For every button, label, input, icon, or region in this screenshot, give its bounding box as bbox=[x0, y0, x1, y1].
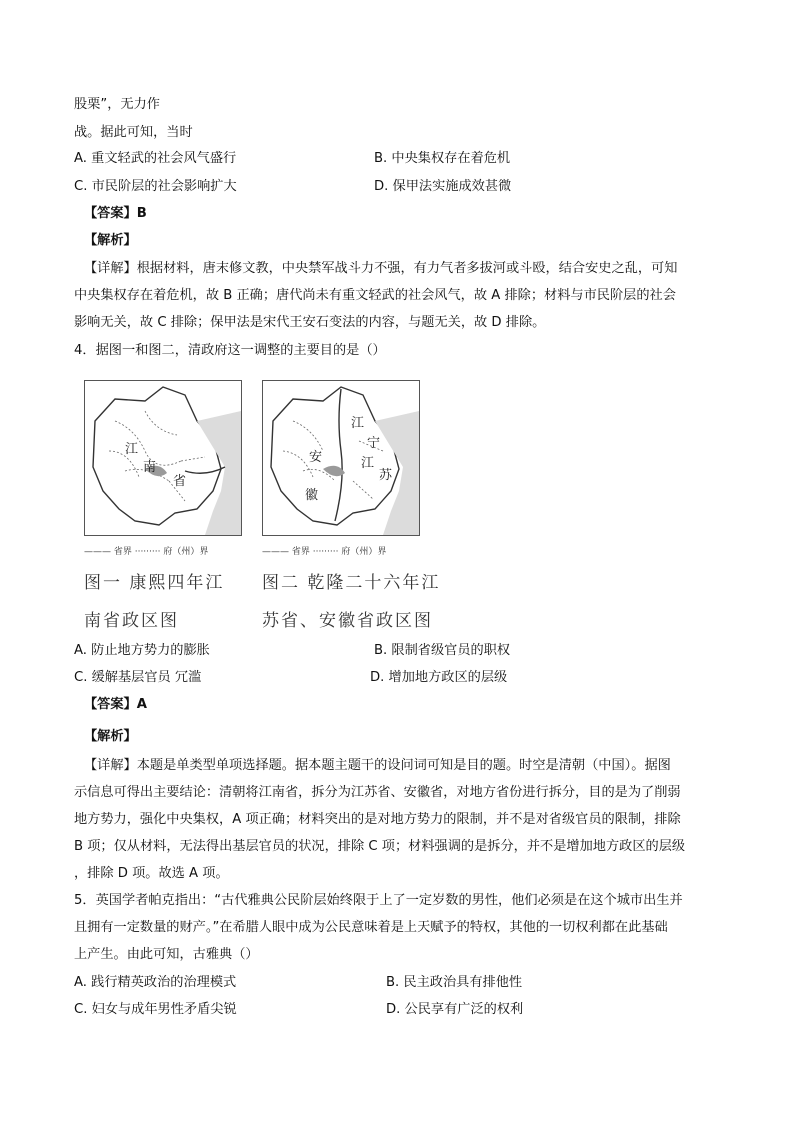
map-label: 徽 bbox=[305, 488, 319, 503]
q4-detail-line: B 项；仅从材料，无法得出基层官员的状况，排除 C 项；材料强调的是拆分，并不是增加地方政区的层级 bbox=[74, 839, 686, 854]
q3-detail-line: 影响无关，故 C 排除；保甲法是宋代王安石变法的内容，与题无关，故 D 排除。 bbox=[74, 315, 546, 330]
map-label: 省 bbox=[173, 474, 187, 489]
map-qianlong-caption: 图二 乾隆二十六年江 bbox=[262, 573, 441, 593]
q4-answer: 【答案】A bbox=[84, 697, 147, 712]
q3-option-c: C. 市民阶层的社会影响扩大 bbox=[74, 179, 237, 194]
q4-detail-line: ，排除 D 项。故选 A 项。 bbox=[74, 866, 229, 881]
map-kangxi-legend: ——— 省界 ········· 府（州）界 bbox=[84, 547, 209, 557]
q3-option-a: A. 重文轻武的社会风气盛行 bbox=[74, 151, 237, 166]
q3-analysis-heading: 【解析】 bbox=[84, 233, 137, 248]
q3-option-d: D. 保甲法实施成效甚微 bbox=[374, 179, 512, 194]
text-line: 股栗”，无力作 bbox=[74, 97, 160, 112]
q5-option-a: A. 践行精英政治的治理模式 bbox=[74, 975, 237, 990]
q4-option-d: D. 增加地方政区的层级 bbox=[370, 670, 508, 685]
map-qianlong-legend: ——— 省界 ········· 府（州）界 bbox=[262, 547, 387, 557]
q4-detail-line: 【详解】本题是单类型单项选择题。据本题主题干的设问词可知是目的题。时空是清朝（中国）。据图 bbox=[84, 758, 671, 773]
q3-option-b: B. 中央集权存在着危机 bbox=[374, 151, 511, 166]
map-label: 宁 bbox=[367, 436, 381, 451]
map-kangxi-drawing bbox=[85, 381, 241, 535]
q3-detail-line: 中央集权存在着危机，故 B 正确；唐代尚未有重文轻武的社会风气，故 A 排除；材料与市民阶层的社会 bbox=[74, 288, 676, 303]
map-label: 苏 bbox=[379, 468, 393, 483]
q5-stem-line: 上产生。由此可知，古雅典（） bbox=[74, 947, 259, 962]
map-label: 安 bbox=[309, 450, 323, 465]
q5-option-b: B. 民主政治具有排他性 bbox=[386, 975, 523, 990]
q4-stem: 4．据图一和图二，清政府这一调整的主要目的是（） bbox=[74, 343, 386, 358]
map-qianlong bbox=[262, 380, 420, 536]
q4-figure bbox=[84, 378, 444, 638]
q5-stem-line: 5．英国学者帕克指出：“古代雅典公民阶层始终限于上了一定岁数的男性，他们必须是在这个城市出生并 bbox=[74, 893, 683, 908]
map-label: 江 bbox=[361, 456, 375, 471]
map-label: 江 bbox=[125, 442, 139, 457]
map-qianlong-caption: 苏省、安徽省政区图 bbox=[262, 611, 433, 631]
map-qianlong-drawing bbox=[263, 381, 419, 535]
q5-option-d: D. 公民享有广泛的权利 bbox=[386, 1002, 524, 1017]
map-label: 江 bbox=[351, 416, 365, 431]
map-kangxi bbox=[84, 380, 242, 536]
q5-stem-line: 且拥有一定数量的财产。”在希腊人眼中成为公民意味着是上天赋予的特权，其他的一切权利都在此基础 bbox=[74, 920, 668, 935]
text-line: 战。据此可知，当时 bbox=[74, 125, 193, 140]
q5-option-c: C. 妇女与成年男性矛盾尖锐 bbox=[74, 1002, 237, 1017]
q3-answer: 【答案】B bbox=[84, 206, 147, 221]
q4-analysis-heading: 【解析】 bbox=[84, 729, 137, 744]
q4-detail-line: 示信息可得出主要结论：清朝将江南省，拆分为江苏省、安徽省，对地方省份进行拆分，目的是为了削弱 bbox=[74, 785, 681, 800]
q4-option-a: A. 防止地方势力的膨胀 bbox=[74, 643, 210, 658]
map-label: 南 bbox=[143, 460, 157, 475]
q3-detail-line: 【详解】根据材料，唐末修文教，中央禁军战斗力不强，有力气者多拔河或斗殴，结合安史之乱，可知 bbox=[84, 261, 678, 276]
q4-option-c: C. 缓解基层官员 冗滥 bbox=[74, 670, 202, 685]
q4-option-b: B. 限制省级官员的职权 bbox=[374, 643, 511, 658]
map-kangxi-caption: 南省政区图 bbox=[84, 611, 179, 631]
map-kangxi-caption: 图一 康熙四年江 bbox=[84, 573, 225, 593]
q4-detail-line: 地方势力，强化中央集权，A 项正确；材料突出的是对地方势力的限制，并不是对省级官员的限制，排除 bbox=[74, 812, 681, 827]
